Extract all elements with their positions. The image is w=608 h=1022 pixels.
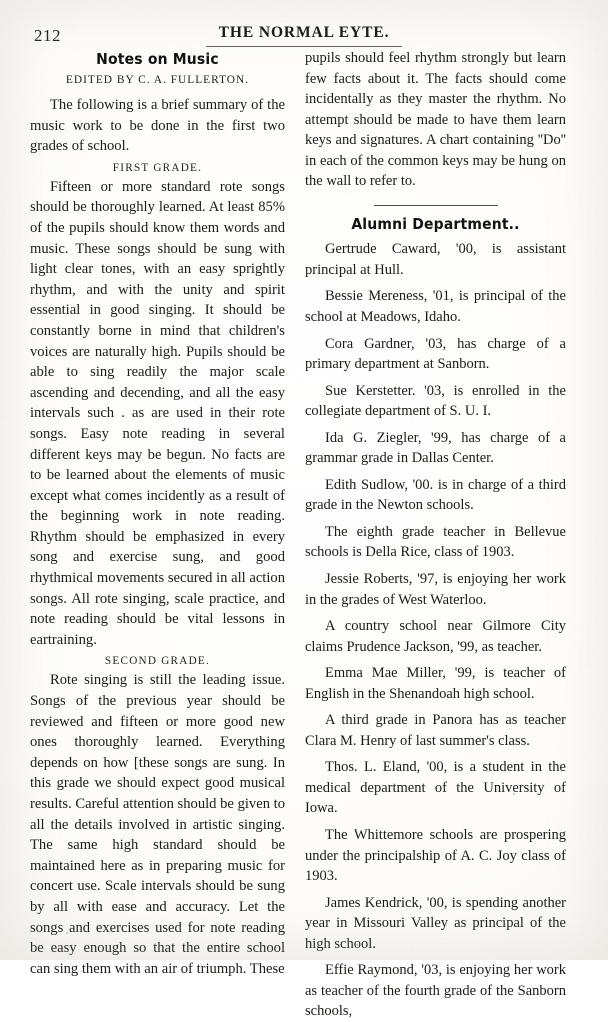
section-divider-rule	[374, 205, 498, 207]
running-head	[30, 24, 578, 50]
alumni-note: The eighth grade teacher in Bellevue schools is Della Rice, class of 1903.	[305, 523, 566, 561]
alumni-note: Bessie Mereness, '01, is principal of the school at Meadows, Idaho.	[305, 288, 566, 325]
alumni-note: A third grade in Panora has as teacher Clara M. Henry of last summer's class.	[305, 712, 566, 749]
alumni-note: The Whittemore schools are prospering under the principalship of A. C. Joy class of 1903.	[305, 827, 566, 885]
alumni-note: Jessie Roberts, '97, is enjoying her work in the grades of West Waterloo.	[305, 570, 566, 608]
alumni-note: Edith Sudlow, '00. is in charge of a third grade in the Newton schools.	[305, 476, 566, 514]
notes-on-music-heading: Notes on Music	[96, 50, 219, 68]
page-number: 212	[34, 26, 61, 45]
alumni-note: Thos. L. Eland, '00, is a student in the medical department of the University of Iowa.	[305, 759, 566, 817]
alumni-notes-list	[305, 239, 566, 1022]
alumni-note: Sue Kerstetter. '03, is enrolled in the collegiate department of S. U. I.	[305, 382, 566, 420]
alumni-department-heading: Alumni Department..	[351, 215, 520, 234]
running-head-rule	[206, 46, 402, 47]
notes-on-music-continuation: pupils should feel rhythm strongly but learn few facts about it. The facts should come incidentally as they master the rhythm. No attempt should be made to have them learn keys and signatures. A chart containing ''Do'' in each of the common keys may be hung on the wall to refer to.	[305, 50, 566, 190]
first-grade-subheading: FIRST GRADE.	[112, 161, 203, 174]
second-grade-paragraph: Rote singing is still the leading issue. Songs of the previous year should be reviewed and fifteen or more good new ones thoroughly learned. Everything depends on how [these songs are sung. In this grade we should expect good musical results. Careful attention should be given to all the details involved in artistic singing. The same high standard should be maintained here as in preparing music for concert use. Scale intervals should be sung by all with ease and accuracy. Let the songs and exercises used for note reading be easy enough so that the entire school can sing them with an air of triumph. These	[30, 672, 285, 977]
alumni-note: James Kendrick, '00, is spending another year in Missouri Valley as principal of the high school.	[305, 894, 566, 952]
alumni-note: Cora Gardner, '03, has charge of a primary department at Sanborn.	[305, 335, 566, 373]
editor-byline: EDITED BY C. A. FULLERTON.	[65, 74, 250, 86]
alumni-note: Ida G. Ziegler, '99, has charge of a grammar grade in Dallas Center.	[305, 429, 566, 467]
alumni-note: Emma Mae Miller, '99, is teacher of English in the Shenandoah high school.	[305, 665, 566, 702]
alumni-note: Effie Raymond, '03, is enjoying her work as teacher of the fourth grade of the Sanborn schools,	[305, 962, 566, 1020]
left-column	[30, 48, 285, 977]
first-grade-paragraph: Fifteen or more standard rote songs should be thoroughly learned. At least 85% of the pupils should know them words and music. These songs should be sung with light clear tones, with an easy sprightly rhythm, and with the unity and spirit essential in good singing. It should be constantly borne in mind that children's voices are naturally high. Pupils should be able to sing readily the major scale ascending and decending, and all the easy intervals such . as are used in their rote songs. Easy note reading in several different keys may be begun. No facts are to be learned about the elements of music except what comes incidently as a result of the beginning work in note reading. Rhythm should be emphasized in every song and exercise sung, and good rhythmical movements secured in all action songs. All rote singing, scale practice, and note reading should be vital lessons in eartraining.	[30, 178, 285, 648]
alumni-note: Gertrude Caward, '00, is assistant principal at Hull.	[305, 241, 566, 278]
intro-paragraph: The following is a brief summary of the music work to be done in the first two grades of school.	[30, 97, 285, 155]
publication-title: THE NORMAL EYTE.	[218, 24, 390, 41]
right-column	[305, 48, 566, 1020]
alumni-note: A country school near Gilmore City claims Prudence Jackson, '99, as teacher.	[305, 618, 566, 655]
second-grade-subheading: SECOND GRADE.	[104, 655, 211, 668]
